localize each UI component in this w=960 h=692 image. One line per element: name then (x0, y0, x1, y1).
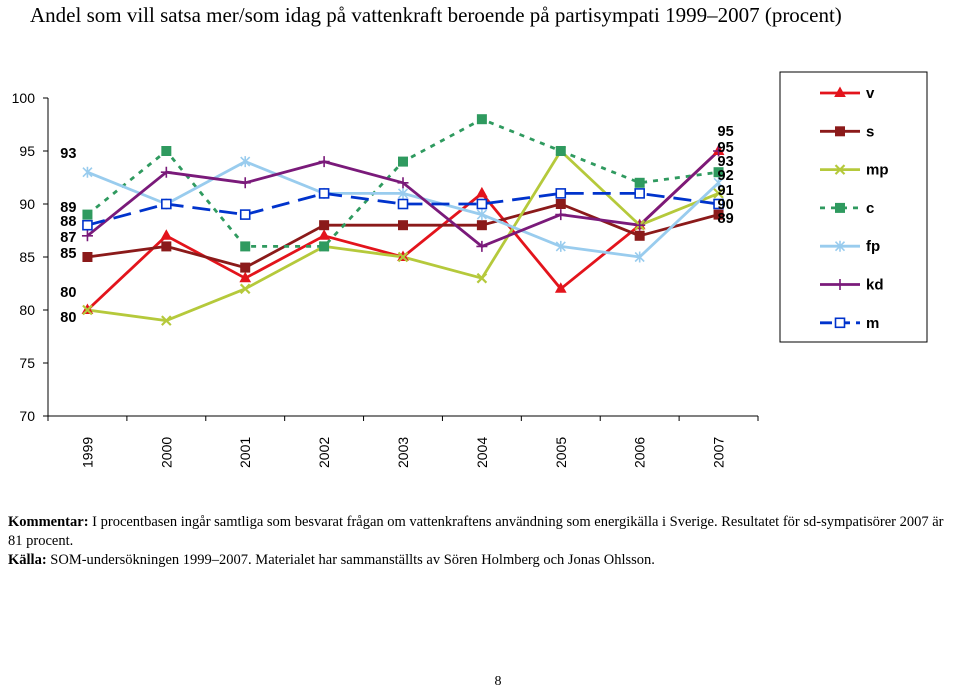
x-tick-label: 2007 (710, 436, 727, 468)
data-label-2007: 89 (717, 211, 734, 227)
y-tick-label: 80 (19, 302, 35, 318)
x-tick-label: 1999 (79, 436, 96, 468)
data-point-m (162, 200, 171, 209)
data-point-m (320, 189, 329, 198)
data-point-m (241, 210, 250, 219)
data-point-c (635, 178, 644, 187)
x-tick-label: 2001 (237, 436, 254, 468)
comment-label: Kommentar: (8, 514, 89, 530)
data-point-c (83, 210, 92, 219)
data-point-v (319, 230, 329, 239)
data-point-c (241, 242, 250, 251)
data-label-2007: 90 (717, 197, 734, 213)
comment-paragraph (8, 513, 958, 551)
data-label-2007: 92 (717, 168, 734, 184)
y-tick-label: 95 (19, 143, 35, 159)
data-label-1999: 88 (60, 214, 77, 230)
legend-label-v: v (866, 85, 875, 102)
data-point-m (399, 200, 408, 209)
data-point-s (556, 200, 565, 209)
legend-marker-c (836, 203, 845, 212)
data-label-1999: 80 (60, 285, 77, 301)
legend (780, 72, 927, 342)
data-label-1999: 89 (60, 200, 77, 216)
data-point-s (320, 221, 329, 230)
legend-label-kd: kd (866, 276, 884, 294)
y-tick-label: 85 (19, 249, 35, 265)
source-text: SOM-undersökningen 1999–2007. Materialet har sammanställts av Sören Holmberg och Jonas Ohlsson. (46, 552, 655, 568)
axes (12, 90, 758, 468)
legend-label-m: m (866, 314, 880, 332)
x-tick-label: 2003 (395, 436, 411, 468)
data-label-2007: 93 (717, 154, 734, 170)
series-markers (82, 115, 724, 325)
data-point-s (83, 253, 92, 262)
data-point-s (635, 231, 644, 240)
x-tick-label: 2004 (473, 436, 490, 468)
data-point-m (556, 189, 565, 198)
data-point-c (320, 242, 329, 251)
data-point-c (162, 147, 171, 156)
x-tick-label: 2006 (631, 436, 648, 468)
data-point-s (477, 221, 486, 230)
data-label-1999: 80 (60, 310, 77, 326)
data-point-s (241, 263, 250, 272)
data-point-c (477, 115, 486, 124)
page-number: 8 (494, 674, 502, 689)
comment-text: I procentbasen ingår samtliga som besvarat frågan om vattenkraftens användning som energikälla i Sverige. Resultatet för sd-sympatisörer 2007 är 81 procent. (8, 514, 944, 549)
legend-label-c: c (866, 199, 875, 217)
data-label-2007: 95 (717, 124, 734, 140)
data-label-1999: 85 (60, 246, 77, 262)
data-label-2007: 95 (717, 140, 734, 156)
data-label-1999: 87 (60, 230, 77, 246)
data-label-1999: 93 (60, 146, 77, 162)
chart-title: Andel som vill satsa mer/som idag på vattenkraft beroende på partisympati 1999–2007 (procent) (30, 3, 842, 27)
source-label: Källa: (8, 552, 47, 568)
legend-marker-m (836, 318, 845, 327)
notes (8, 513, 958, 570)
data-point-m (477, 200, 486, 209)
data-point-kd (240, 177, 251, 188)
data-point-c (399, 157, 408, 166)
legend-marker-s (836, 127, 845, 136)
y-tick-label: 90 (19, 196, 35, 212)
legend-label-fp: fp (866, 238, 881, 256)
legend-label-mp: mp (866, 161, 889, 179)
series-lines (87, 119, 718, 320)
y-tick-label: 70 (19, 408, 35, 424)
y-tick-label: 100 (11, 90, 35, 106)
x-tick-label: 2002 (316, 436, 333, 468)
data-point-kd (319, 156, 330, 167)
data-point-s (399, 221, 408, 230)
data-point-m (83, 221, 92, 230)
source-paragraph (8, 551, 958, 570)
data-label-2007: 91 (717, 183, 734, 199)
data-point-kd (555, 209, 566, 220)
x-tick-label: 2000 (158, 436, 175, 468)
data-point-s (162, 242, 171, 251)
x-tick-label: 2005 (552, 436, 569, 468)
data-point-m (635, 189, 644, 198)
data-point-v (477, 188, 487, 197)
data-point-v (161, 230, 171, 239)
data-point-c (556, 147, 565, 156)
legend-label-s: s (866, 123, 875, 141)
y-tick-label: 75 (19, 355, 35, 371)
